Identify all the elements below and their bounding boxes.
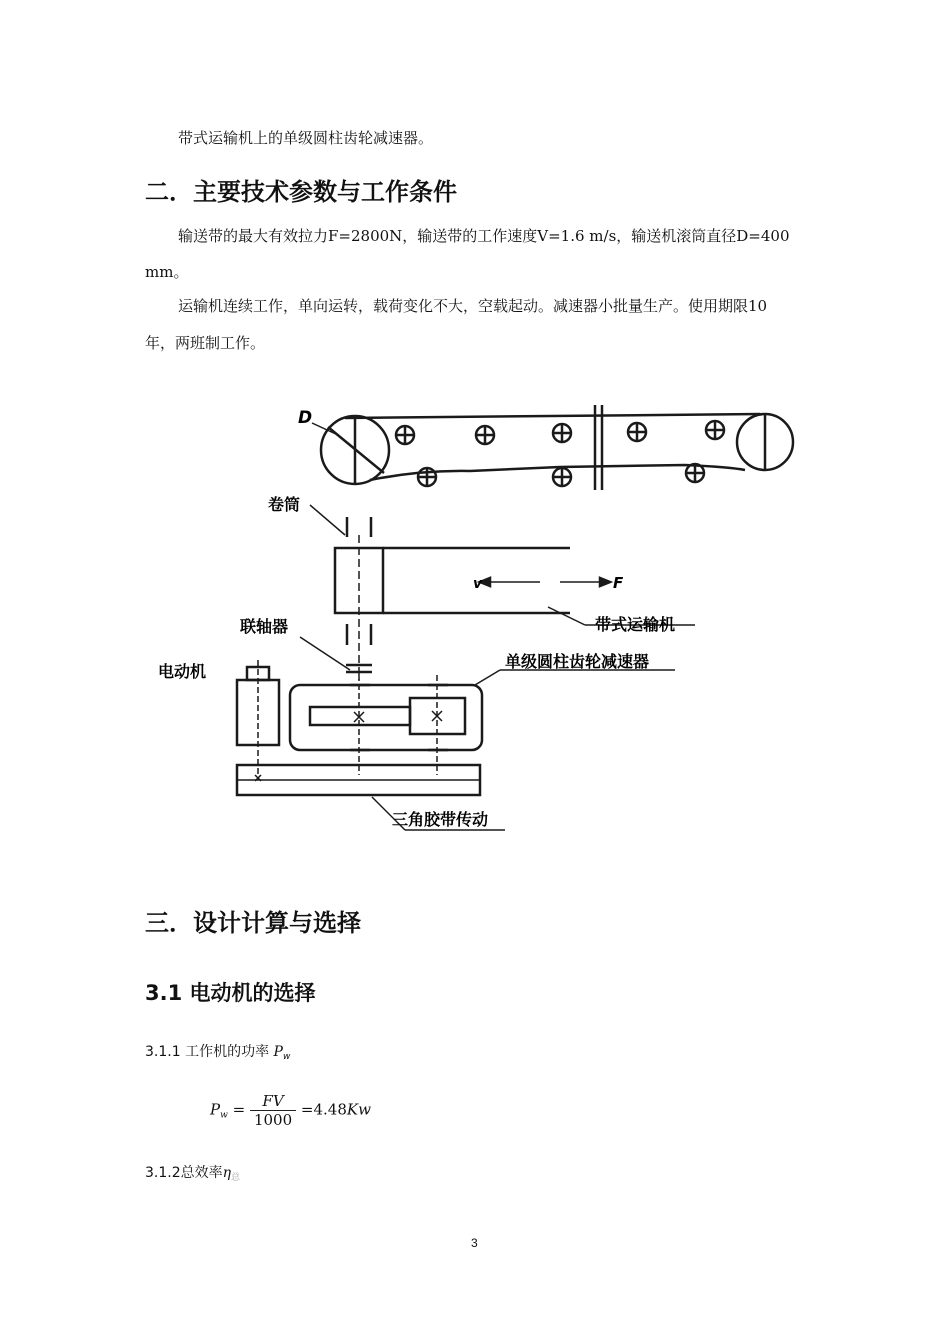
section-2-title: 二．主要技术参数与工作条件 [145, 178, 457, 206]
label-D: D [298, 408, 313, 428]
label-vbelt: 三角胶带传动 [392, 810, 489, 829]
efficiency-symbol: η [222, 1165, 232, 1181]
params-line-1: 输送带的最大有效拉力F=2800N，输送带的工作速度V=1.6 m/s，输送机滚筒直径D=400 [178, 227, 790, 245]
formula-denominator: 1000 [253, 1111, 293, 1129]
label-F: F [613, 574, 624, 592]
formula-rhs: =4.48 [300, 1100, 347, 1119]
formula-fraction [250, 1092, 296, 1129]
efficiency-subscript: 总 [231, 1173, 241, 1183]
subsection-3-1-1-text: 3.1.1 工作机的功率 [145, 1044, 270, 1060]
label-motor: 电动机 [158, 662, 207, 681]
formula-numerator: FV [250, 1092, 296, 1111]
label-reducer: 单级圆柱齿轮减速器 [505, 652, 650, 671]
power-subscript: w [282, 1052, 291, 1062]
page-number: 3 [471, 1236, 478, 1250]
label-conveyor: 带式运输机 [595, 615, 676, 634]
label-drum: 卷筒 [268, 495, 301, 514]
params-line-2: mm。 [145, 263, 189, 281]
formula-lhs: P [210, 1100, 221, 1119]
formula-lhs-sub: w [220, 1110, 228, 1121]
subsection-3-1-2-text: 3.1.2总效率 [145, 1165, 223, 1181]
section-3-title: 三．设计计算与选择 [145, 909, 361, 937]
subsection-3-1-2-title [145, 1163, 240, 1188]
formula-eq: = [232, 1100, 246, 1119]
subsection-3-1-title: 3.1 电动机的选择 [145, 981, 316, 1005]
power-formula [210, 1092, 371, 1129]
formula-unit: Kw [346, 1100, 371, 1119]
power-symbol: P [273, 1044, 283, 1060]
conditions-line-1: 运输机连续工作，单向运转，载荷变化不大，空载起动。减速器小批量生产。使用期限10 [178, 297, 768, 315]
label-coupling: 联轴器 [240, 617, 289, 636]
conveyor-drive-diagram [140, 385, 810, 860]
intro-line: 带式运输机上的单级圆柱齿轮减速器。 [178, 129, 434, 147]
subsection-3-1-1-title [145, 1042, 290, 1067]
conditions-line-2: 年，两班制工作。 [145, 334, 266, 352]
label-v: v [473, 576, 483, 592]
